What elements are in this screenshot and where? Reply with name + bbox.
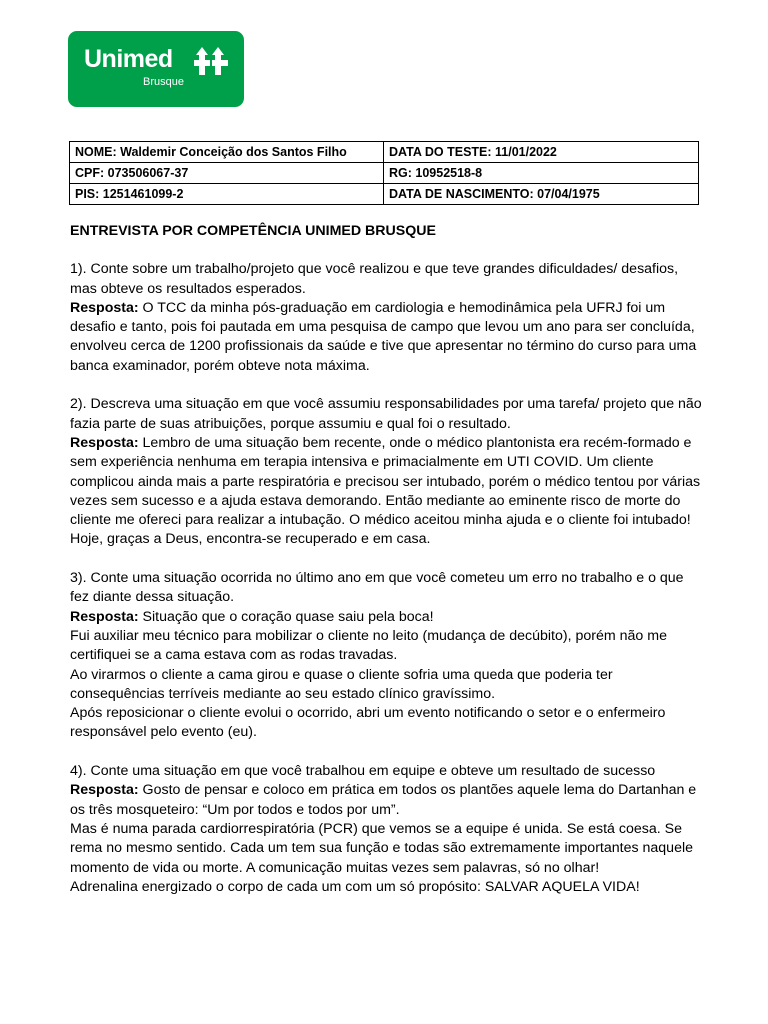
question-block-1 xyxy=(70,260,702,376)
answer-text: O TCC da minha pós-graduação em cardiologia e hemodinâmica pela UFRJ foi um desafio e tanto, pois foi pautada em uma pesquisa de campo que levou um ano para ser concluída, envolveu cerca de 1200 profissionais da saúde e tive que apresentar no término do curso para uma banca examinador, porém obteve nota máxima. xyxy=(70,299,697,374)
unimed-logo xyxy=(68,31,244,107)
candidate-info-table xyxy=(69,141,699,205)
pis-cell: PIS: 1251461099-2 xyxy=(70,184,384,205)
logo-city: Brusque xyxy=(143,76,184,88)
table-row xyxy=(70,142,699,163)
answer-text: Lembro de uma situação bem recente, onde o médico plantonista era recém-formado e sem experiência nenhuma em terapia intensiva e primacialmente em UTI COVID. Um cliente complicou ainda mais a parte respiratória e precisou ser intubado, porém o médico tentou por várias vezes sem sucesso e a ajuda estava demorando. Então mediante ao eminente risco de morte do cliente me ofereci para realizar a intubação. O médico aceitou minha ajuda e o cliente foi intubado! Hoje, graças a Deus, encontra-se recuperado e em casa. xyxy=(70,434,701,548)
name-cell: NOME: Waldemir Conceição dos Santos Filho xyxy=(70,142,384,163)
answer-paragraph: Adrenalina energizado o corpo de cada um com um só propósito: SALVAR AQUELA VIDA! xyxy=(70,878,640,895)
question-text: 1). Conte sobre um trabalho/projeto que você realizou e que teve grandes dificuldades/ desafios, mas obteve os resultados esperados. xyxy=(70,261,679,297)
answer-label: Resposta: xyxy=(70,782,139,799)
document-body xyxy=(70,222,702,916)
answer-label: Resposta: xyxy=(70,434,139,451)
answer-text: Gosto de pensar e coloco em prática em todos os plantões aquele lema do Dartanhan e os três mosqueteiro: “Um por todos e todos por um”. xyxy=(70,782,697,818)
rg-cell: RG: 10952518-8 xyxy=(384,163,699,184)
table-row xyxy=(70,163,699,184)
logo-brand: Unimed xyxy=(84,45,173,73)
answer-paragraph: Após reposicionar o cliente evolui o ocorrido, abri um evento notificando o setor e o enfermeiro responsável pelo evento (eu). xyxy=(70,705,666,741)
page-title: ENTREVISTA POR COMPETÊNCIA UNIMED BRUSQUE xyxy=(70,223,437,239)
answer-paragraph: Mas é numa parada cardiorrespiratória (PCR) que vemos se a equipe é unida. Se está coesa. Se rema no mesmo sentido. Cada um tem sua função e todas são extremamente importantes naquele momento de vida ou morte. A comunicação muitas vezes sem palavras, só no olhar! xyxy=(70,820,694,876)
table-row xyxy=(70,184,699,205)
answer-label: Resposta: xyxy=(70,608,139,625)
answer-paragraph: Fui auxiliar meu técnico para mobilizar o cliente no leito (mudança de decúbito), porém não me certifiquei se a cama estava com as rodas travadas. xyxy=(70,627,667,664)
question-block-2 xyxy=(70,395,702,549)
unimed-symbol-icon xyxy=(194,47,228,77)
question-block-4 xyxy=(70,762,702,897)
question-text: 3). Conte uma situação ocorrida no último ano em que você cometeu um erro no trabalho e o que fez diante dessa situação. xyxy=(70,570,684,606)
test-date-cell: DATA DO TESTE: 11/01/2022 xyxy=(384,142,699,163)
question-text: 2). Descreva uma situação em que você assumiu responsabilidades por uma tarefa/ projeto que não fazia parte de suas atribuições, porque assumiu e qual foi o resultado. xyxy=(70,396,702,432)
birth-date-cell: DATA DE NASCIMENTO: 07/04/1975 xyxy=(384,184,699,205)
question-block-3 xyxy=(70,569,702,743)
answer-text: Situação que o coração quase saiu pela boca! xyxy=(142,608,434,625)
question-text: 4). Conte uma situação em que você trabalhou em equipe e obteve um resultado de sucesso xyxy=(70,763,656,780)
cpf-cell: CPF: 073506067-37 xyxy=(70,163,384,184)
answer-paragraph: Ao virarmos o cliente a cama girou e quase o cliente sofria uma queda que poderia ter consequências terríveis mediante ao seu estado clínico gravíssimo. xyxy=(70,666,613,702)
answer-label: Resposta: xyxy=(70,299,139,316)
